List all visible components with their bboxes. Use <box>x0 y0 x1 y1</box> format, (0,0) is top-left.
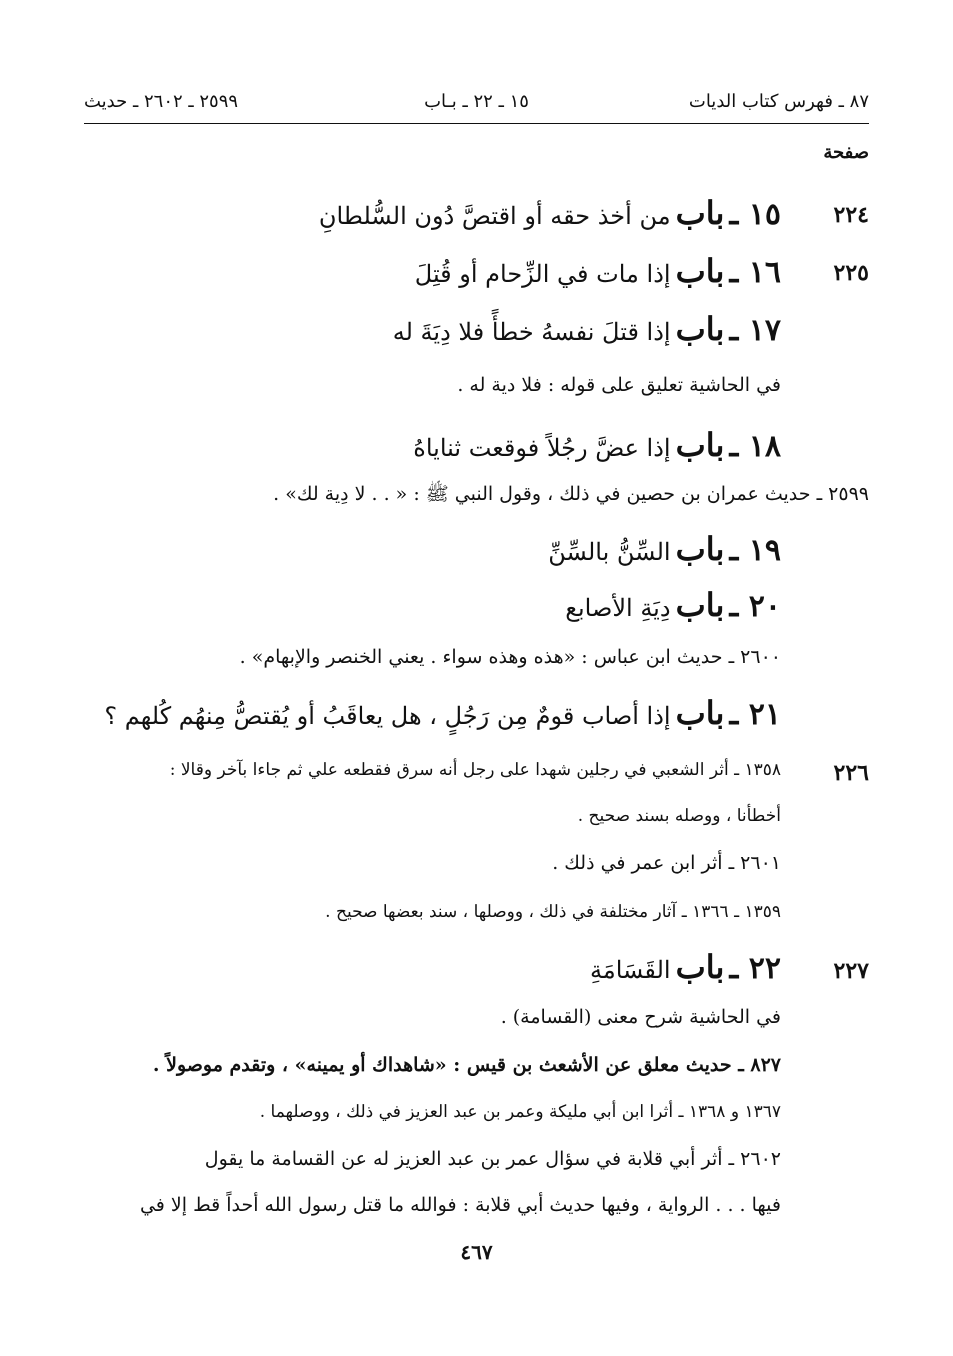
bab-heading <box>319 194 781 232</box>
bab-title: إذا مات في الزِّحام أو قُتِلَ <box>414 260 671 288</box>
bab-number: ١٥ ـ <box>729 197 781 232</box>
bab-word: باب <box>675 310 725 348</box>
bab-title: إذا أصاب قومٌ مِن رَجُلٍ ، هل يعاقَبُ أو يُقتصُّ مِنهُم كُلهم ؟ <box>104 702 671 730</box>
bab-word: باب <box>675 694 725 732</box>
athar-text: ١٣٦٧ و ١٣٦٨ ـ أثرا ابن أبي مليكة وعمر بن عبد العزيز في ذلك ، ووصلهما . <box>259 1102 781 1122</box>
bab-number: ١٩ ـ <box>729 533 781 568</box>
bab-title: من أخذ حقه أو اقتصَّ دُون السُّلطانِ <box>318 202 671 230</box>
bab-number: ١٧ ـ <box>729 313 781 348</box>
page-reference: ٢٢٧ <box>833 958 869 984</box>
athar-text: فيها . . . الرواية ، وفيها حديث أبي قلابة : فوالله ما قتل رسول الله أحداً قط إلا في <box>139 1194 781 1216</box>
bab-heading <box>590 948 781 986</box>
bab-number: ٢٠ ـ <box>729 589 781 624</box>
bab-heading <box>565 586 781 624</box>
page-reference: ٢٢٤ <box>833 202 869 228</box>
bab-heading <box>413 426 781 464</box>
bab-number: ١٨ ـ <box>729 429 781 464</box>
page-reference: ٢٢٦ <box>833 760 869 786</box>
page-reference: ٢٢٥ <box>833 260 869 286</box>
athar-text: ١٣٥٨ ـ أثر الشعبي في رجلين شهدا على رجل أنه سرق فقطعه علي ثم جاءا بآخر وقالا : <box>169 760 781 780</box>
hadith-text: ٢٥٩٩ ـ حديث عمران بن حصين في ذلك ، وقول النبي ﷺ : « . . لا دِية لك» . <box>273 483 869 505</box>
note-text: في الحاشية تعليق على قوله : فلا دية له . <box>457 374 781 396</box>
bab-number: ٢٢ ـ <box>729 951 781 986</box>
header-rule <box>84 123 869 124</box>
bab-title: إذا عضَّ رجُلاً فوقعت ثناياهُ <box>413 434 671 462</box>
page-number: ٤٦٧ <box>460 1240 493 1264</box>
bab-word: باب <box>675 194 725 232</box>
bab-word: باب <box>675 426 725 464</box>
bab-word: باب <box>675 252 725 290</box>
athar-text: ٢٦٠٢ ـ أثر أبي قلابة في سؤال عمر بن عبد العزيز له عن القسامة ما يقول <box>204 1148 781 1170</box>
bab-heading <box>104 694 781 732</box>
bab-title: إذا قتلَ نفسهُ خطأً فلا دِيَةَ له <box>392 318 671 346</box>
page-column-label: صفحة <box>823 142 869 163</box>
note-text: في الحاشية شرح معنى (القسامة) . <box>500 1006 781 1028</box>
bab-heading <box>548 530 781 568</box>
bab-word: باب <box>675 530 725 568</box>
running-head <box>84 88 869 116</box>
bab-word: باب <box>675 586 725 624</box>
hadith-text: ٢٦٠٠ ـ حديث ابن عباس : «هذه وهذه سواء . يعني الخنصر والإبهام» . <box>239 646 781 668</box>
bab-heading <box>415 252 781 290</box>
hadith-text: ٨٢٧ ـ حديث معلق عن الأشعث بن قيس : «شاهداك أو يمينه» ، وتقدم موصولاً . <box>152 1054 781 1076</box>
athar-text: أخطأنا ، ووصله بسند صحيح . <box>577 806 781 826</box>
bab-word: باب <box>675 948 725 986</box>
hadith-range: ٢٥٩٩ ـ ٢٦٠٢ ـ حديث <box>84 91 239 112</box>
bab-title: السِّنُّ بالسِّنِّ <box>548 538 671 566</box>
bab-number: ٢١ ـ <box>729 697 781 732</box>
bab-title: دِيَةِ الأصابع <box>565 594 671 622</box>
section-range: ١٥ ـ ٢٢ ـ بـاب <box>424 91 529 112</box>
athar-text: ١٣٥٩ ـ ١٣٦٦ ـ آثار مختلفة في ذلك ، ووصلها ، سند بعضها صحيح . <box>325 902 781 922</box>
bab-heading <box>393 310 781 348</box>
bab-number: ١٦ ـ <box>729 255 781 290</box>
athar-text: ٢٦٠١ ـ أثر ابن عمر في ذلك . <box>552 852 781 874</box>
chapter-heading: ٨٧ ـ فهرس كتاب الديات <box>688 91 869 112</box>
bab-title: القَسَامَةِ <box>589 956 671 984</box>
